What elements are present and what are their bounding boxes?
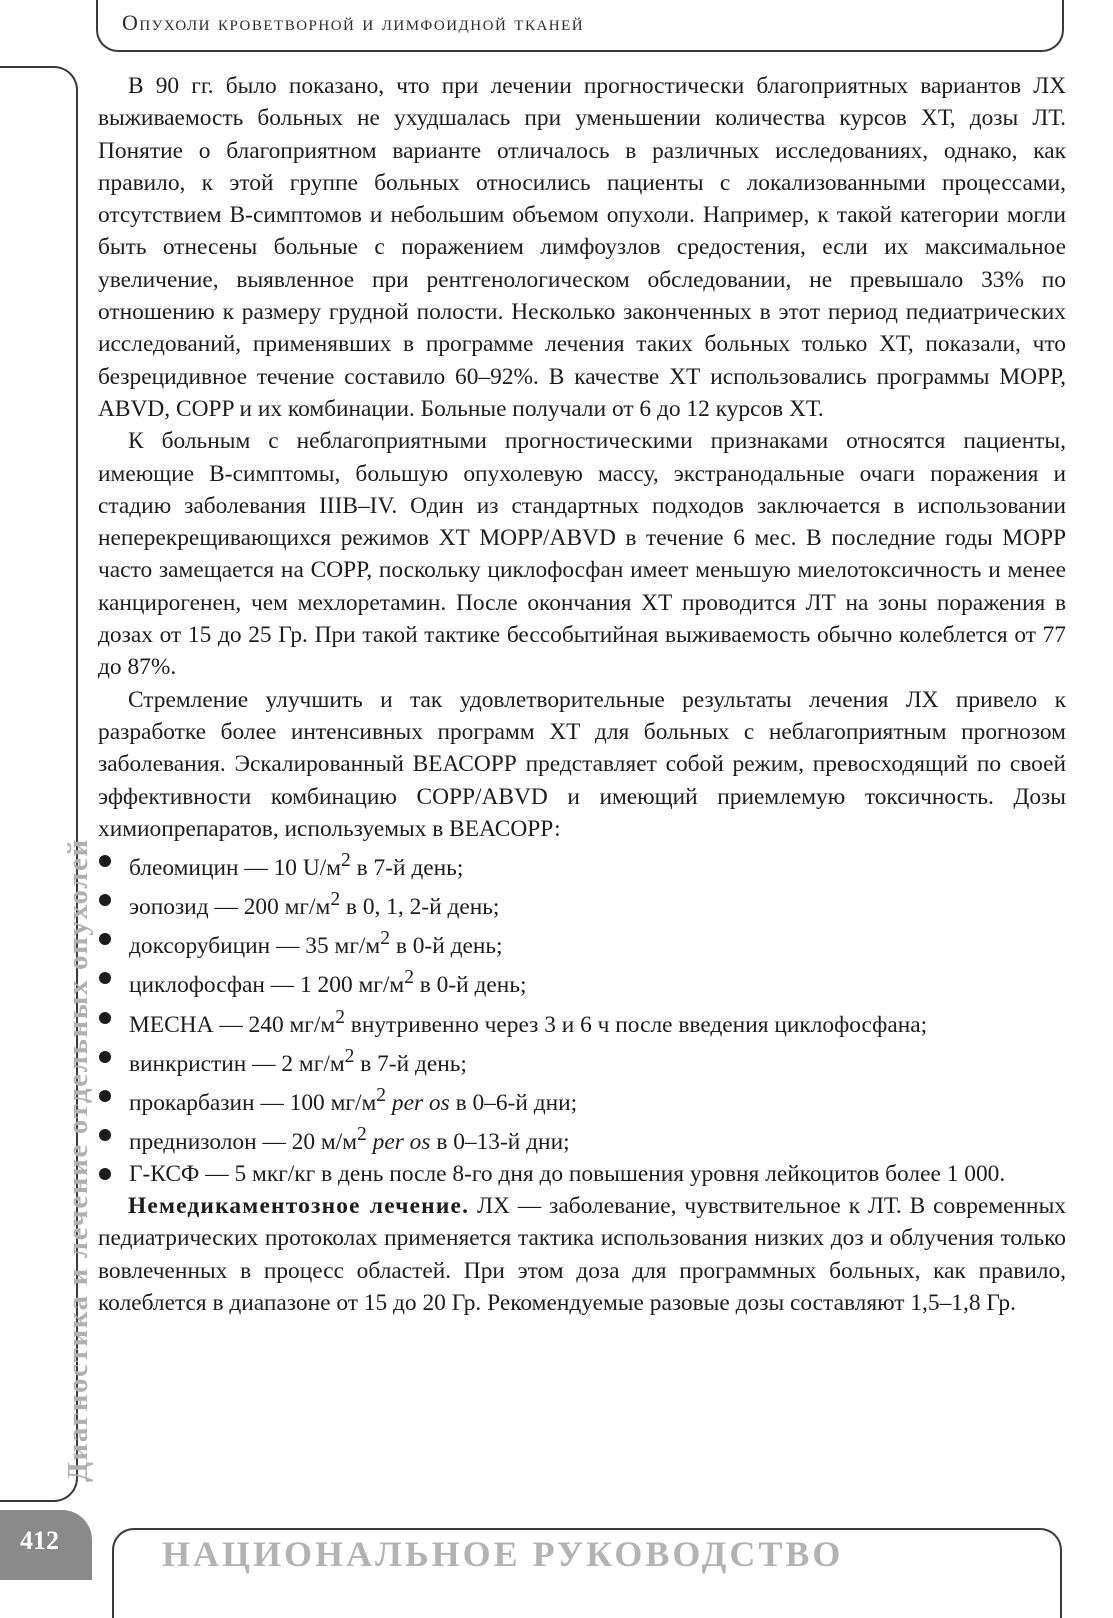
item-text: преднизолон — 20 м/м	[129, 1128, 358, 1155]
bullet-icon	[99, 855, 111, 867]
run-in-heading: Немедикаментозное лечение.	[128, 1193, 470, 1220]
body-text	[98, 70, 1066, 1319]
bullet-icon	[99, 972, 111, 984]
list-item	[98, 845, 1066, 884]
item-text-end: в 0-й день;	[413, 972, 527, 999]
page-number: 412	[20, 1526, 59, 1555]
bullet-icon	[99, 1012, 111, 1024]
paragraph-1: В 90 гг. было показано, что при лечении прогностически благоприятных вариантов ЛХ выживаемость больных не ухудшалась при уменьшении количества курсов ХТ, дозы ЛТ. Понятие о благоприятном варианте отличалось в различных исследованиях, однако, как правило, к этой группе больных относились пациенты с локализованными процессами, отсутствием В-симптомов и небольшим объемом опухоли. Например, к такой категории могли быть отнесены больные с поражением лимфоузлов средостения, если их максимальное увеличение, выявленное при рентгенологическом обследовании, не превышало 33% по отношению к размеру грудной полости. Несколько законченных в этот период педиатрических исследований, применявших в программе лечения таких больных только ХТ, показали, что безрецидивное течение составило 60–92%. В качестве ХТ использовались программы МОРР, ABVD, COPP и их комбинации. Больные получали от 6 до 12 курсов ХТ.	[98, 73, 1066, 422]
list-item	[98, 1002, 1066, 1041]
paragraph-2: К больным с неблагоприятными прогностическими признаками относятся пациенты, имеющие В-симптомы, большую опухолевую массу, экстранодальные очаги поражения и стадию заболевания IIIB–IV. Один из стандартных подходов заключается в использовании неперекрещивающихся режимов ХТ MOPP/ABVD в течение 6 мес. В последние годы МОРР часто замещается на СОРР, поскольку циклофосфан имеет меньшую миелотоксичность и менее канцирогенен, чем мехлоретамин. После окончания ХТ проводится ЛТ на зоны поражения в дозах от 15 до 25 Гр. При такой тактике бессобытийная выживаемость обычно колеблется от 77 до 87%.	[98, 428, 1066, 681]
item-text: прокарбазин — 100 мг/м	[129, 1089, 377, 1116]
item-italic: per os	[366, 1128, 431, 1155]
bullet-icon	[99, 1129, 111, 1141]
item-superscript: 2	[357, 1123, 367, 1145]
list-item	[98, 1080, 1066, 1119]
item-text-end: в 0–6-й дни;	[449, 1089, 578, 1116]
item-text: циклофосфан — 1 200 мг/м	[129, 972, 405, 999]
list-item	[98, 923, 1066, 962]
bullet-icon	[99, 1090, 111, 1102]
list-item	[98, 1119, 1066, 1158]
item-italic: per os	[386, 1089, 450, 1116]
item-superscript: 2	[404, 967, 414, 989]
paragraph-3: Стремление улучшить и так удовлетворительные результаты лечения ЛХ привело к разработке более интенсивных программ ХТ для больных с неблагоприятным прогнозом заболевания. Эскалированный ВЕАСОРР представляет собой режим, превосходящий по своей эффективности комбинацию COPP/ABVD и имеющий приемлемую токсичность. Дозы химиопрепаратов, используемых в ВЕАСОРР:	[98, 686, 1066, 842]
page-number-tab	[0, 1510, 92, 1580]
bullet-icon	[99, 894, 111, 906]
item-text: винкристин — 2 мг/м	[129, 1050, 345, 1077]
side-section-title: Диагностика и лечение отдельных опухолей	[62, 838, 94, 1482]
item-text: Г-КСФ — 5 мкг/кг в день после 8-го дня до повышения уровня лейкоцитов более 1 000.	[129, 1160, 1006, 1187]
item-text-end: в 0–13-й дни;	[430, 1128, 570, 1155]
bullet-icon	[99, 933, 111, 945]
list-item	[98, 962, 1066, 1001]
list-item	[98, 884, 1066, 923]
item-superscript: 2	[344, 1045, 355, 1067]
item-text-end: в 7-й день;	[350, 854, 464, 881]
item-text: блеомицин — 10 U/м	[129, 854, 342, 881]
item-superscript: 2	[341, 850, 351, 872]
item-text-end: в 0-й день;	[389, 933, 503, 960]
bullet-icon	[99, 1051, 111, 1063]
item-text: эопозид — 200 мг/м	[129, 894, 331, 921]
footer-title: НАЦИОНАЛЬНОЕ РУКОВОДСТВО	[162, 1534, 844, 1574]
list-item	[98, 1041, 1066, 1080]
dose-list	[98, 845, 1066, 1190]
item-text-end: в 7-й день;	[354, 1050, 467, 1077]
paragraph-4-text: ЛХ — заболевание, чувствительное к ЛТ. В современных педиатрических протоколах применяется тактика использования низких доз и облучения только вовлеченных в процесс областей. При этом доза для программных больных, как правило, колеблется в диапазоне от 15 до 20 Гр. Рекомендуемые разовые дозы составляют 1,5–1,8 Гр.	[98, 1193, 1066, 1317]
item-superscript: 2	[376, 1084, 387, 1106]
item-superscript: 2	[335, 1006, 345, 1028]
paragraph-4	[98, 1190, 1066, 1319]
item-superscript: 2	[330, 889, 341, 911]
item-text-end: внутривенно через 3 и 6 ч после введения циклофосфана;	[344, 1011, 928, 1038]
bullet-icon	[99, 1168, 111, 1180]
running-head: Опухоли кроветворной и лимфоидной тканей	[122, 10, 585, 35]
item-text-end: в 0, 1, 2-й день;	[340, 894, 500, 921]
item-text: доксорубицин — 35 мг/м	[129, 933, 381, 960]
item-text: МЕСНА — 240 мг/м	[129, 1011, 336, 1038]
list-item	[98, 1158, 1066, 1190]
item-superscript: 2	[380, 928, 390, 950]
